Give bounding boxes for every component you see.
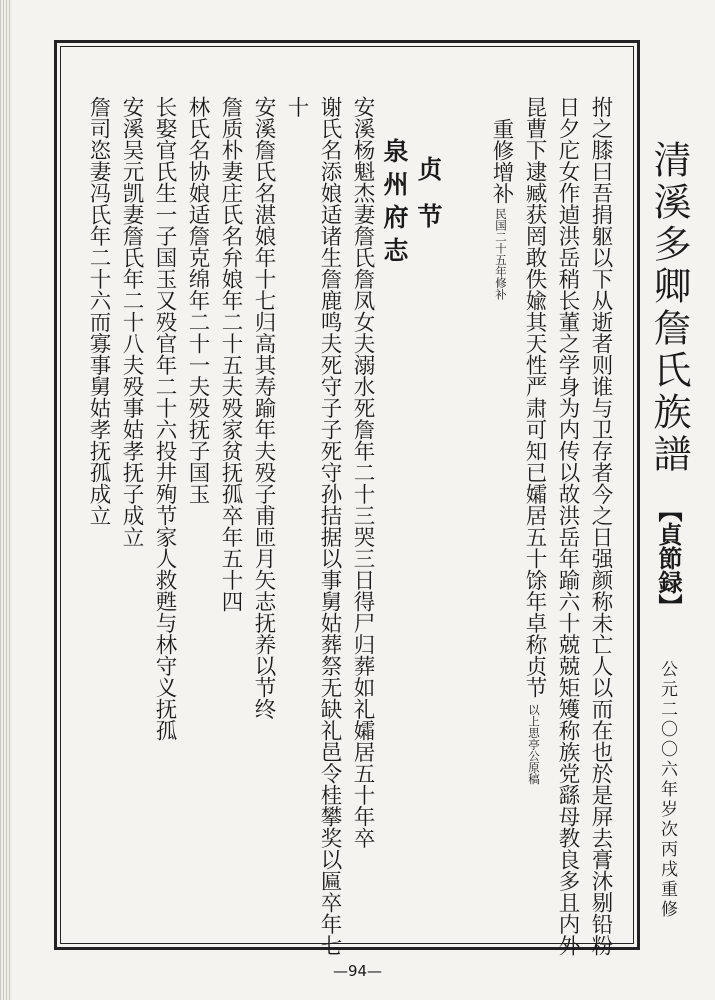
entry-text: 詹司恣妻冯氏年二十六而寡事舅姑孝抚孤成立 (86, 96, 111, 526)
book-title: 清溪多卿詹氏族譜 (647, 140, 691, 476)
entry-text: 林氏名协娘适詹克绵年二十一夫殁抚子国玉 (185, 96, 210, 505)
entry-text: 长娶官氏生一子国玉又殁官年二十六投井殉节家人救甦与林守义抚孤 (152, 96, 177, 741)
entry-text: 十 (284, 96, 309, 118)
page-border-inner (60, 46, 634, 944)
entry-text: 安溪詹氏名湛娘年十七归高其寿踰年夫殁子甫匝月矢志抚养以节终 (251, 96, 276, 720)
section-label: 【貞節録】 (654, 498, 683, 618)
source-title: 泉州府志 (380, 138, 409, 270)
entry-text: 谢氏名添娘适诸生詹鹿鸣夫死守子子死守孙拮据以事舅姑葬祭无缺礼邑令桂攀奖以匾卒年七 (317, 96, 342, 956)
source-note: 以上思亭公原稿 (527, 704, 541, 785)
revision-date: 公元二〇〇六年岁次丙戌重修 (657, 660, 677, 920)
entry-text: 詹质朴妻庄氏名弁娘年二十五夫殁家贫抚孤卒年五十四 (218, 96, 243, 612)
section-heading: 贞节 (414, 156, 443, 250)
revision-note-detail: 民国二十五年修补 (494, 208, 508, 300)
revision-note (488, 118, 512, 300)
entry-text: 安溪吴元凯妻詹氏年二十八夫殁事姑孝抚子成立 (119, 96, 144, 548)
text-column (521, 96, 545, 785)
page-binding-edge (0, 0, 12, 1000)
revision-note-main: 重修增补 (489, 118, 514, 204)
text-column: 日夕庀女作逌洪岳稍长董之学身为内传以故洪岳年踰六十兢兢矩矱称族党繇母教良多且内外 (555, 96, 580, 956)
text-run: 昆曹下逮臧获罔敢佚婾其天性严肃可知已孀居五十馀年卓称贞节 (522, 96, 547, 698)
entry-text: 安溪杨魁杰妻詹氏詹凤女夫溺水死詹年二十三哭三日得尸归葬如礼孀居五十年卒 (350, 96, 375, 849)
page-number: —94— (332, 962, 383, 980)
text-column: 拊之膝曰吾捐躯以下从逝者则谁与卫存者今之日强颜称未亡人以而在也於是屏去膏沐剔铅粉 (588, 96, 613, 956)
